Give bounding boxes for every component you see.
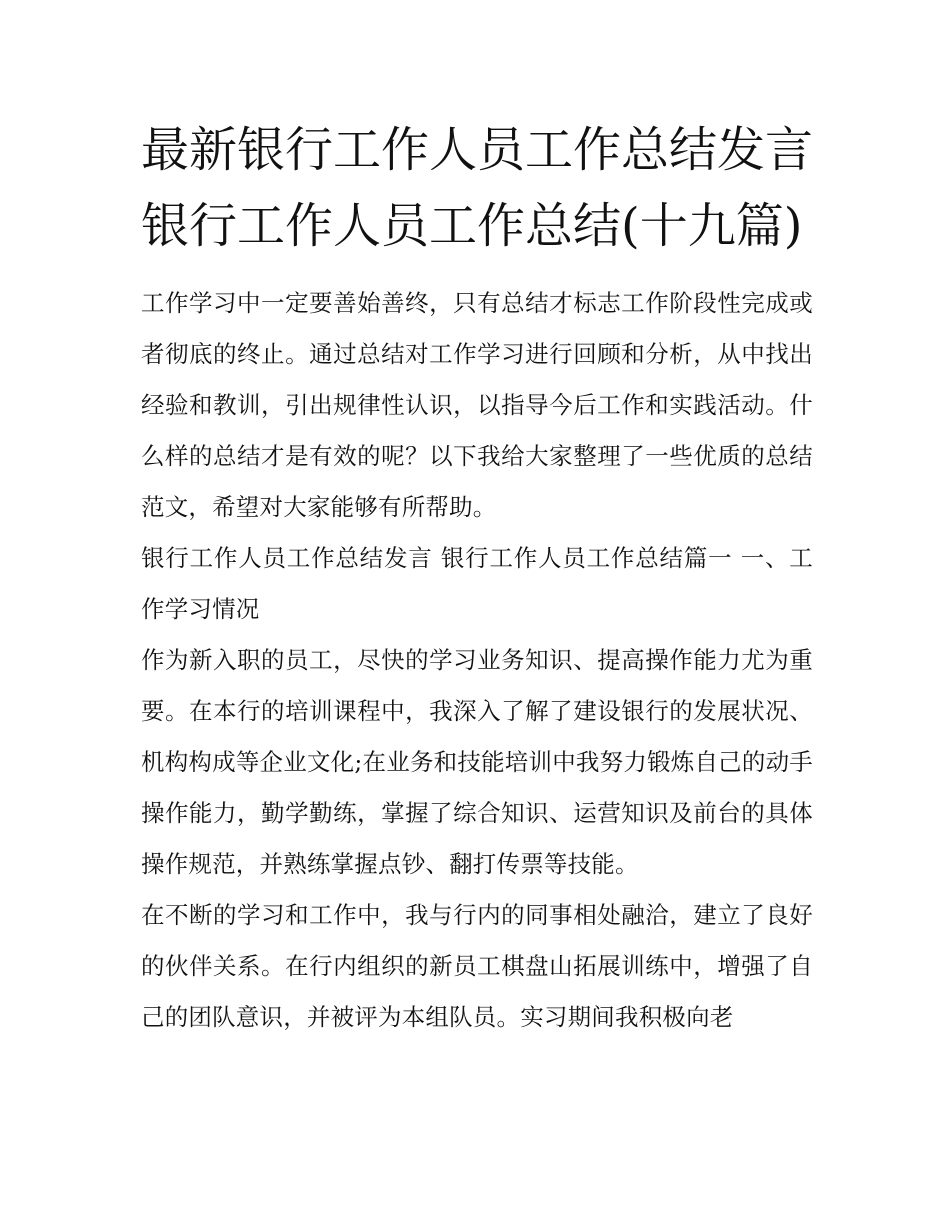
document-page <box>141 112 813 1043</box>
intro-paragraph: 工作学习中一定要善始善终，只有总结才标志工作阶段性完成或者彻底的终止。通过总结对工作学习进行回顾和分析，从中找出经验和教训，引出规律性认识，以指导今后工作和实践活动。什么样的总结才是有效的呢？以下我给大家整理了一些优质的总结范文，希望对大家能够有所帮助。 <box>141 289 813 521</box>
section-heading-paragraph: 银行工作人员工作总结发言 银行工作人员工作总结篇一 一、工作学习情况 <box>141 544 813 623</box>
document-title: 最新银行工作人员工作总结发言 银行工作人员工作总结(十九篇) <box>141 122 814 254</box>
body-paragraph-teamwork: 在不断的学习和工作中，我与行内的同事相处融洽，建立了良好的伙伴关系。在行内组织的新员工棋盘山拓展训练中，增强了自己的团队意识，并被评为本组队员。实习期间我积极向老 <box>141 901 813 1031</box>
body-paragraph-training: 作为新入职的员工，尽快的学习业务知识、提高操作能力尤为重要。在本行的培训课程中，我深入了解了建设银行的发展状况、机构构成等企业文化;在业务和技能培训中我努力锻炼自己的动手操作能力，勤学勤练，掌握了综合知识、运营知识及前台的具体操作规范，并熟练掌握点钞、翻打传票等技能。 <box>141 646 813 878</box>
